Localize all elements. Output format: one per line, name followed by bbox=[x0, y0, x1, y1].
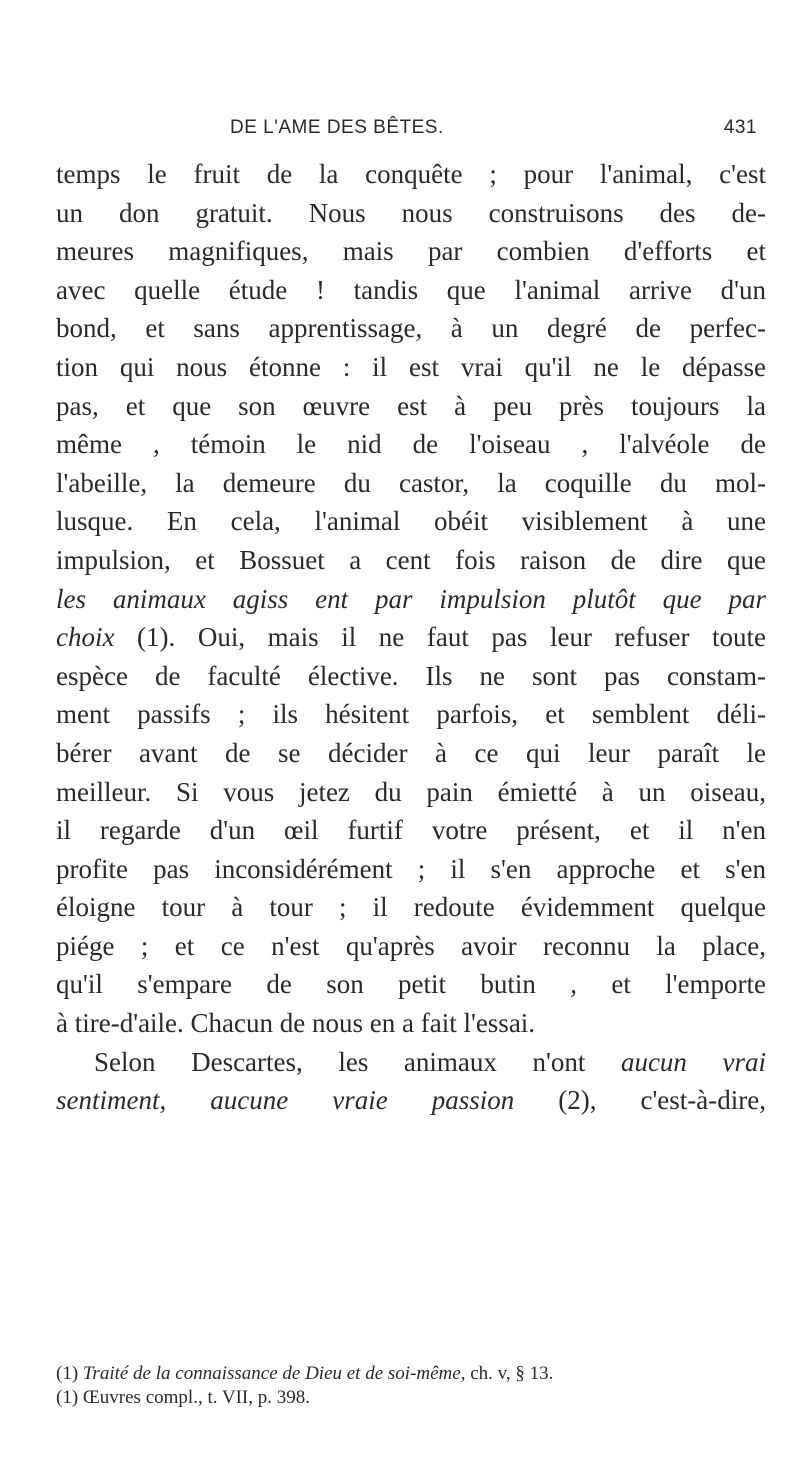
text-line-paragraph-end: à tire-d'aile. Chacun de nous en a fait l'essai. bbox=[56, 1008, 536, 1039]
text-run: (1). Oui, mais il ne faut pas leur refuser toute bbox=[114, 622, 766, 653]
text-line-italic-quote bbox=[56, 580, 766, 619]
text-line: ment passifs ; ils hésitent parfois, et semblent déli- bbox=[56, 699, 766, 730]
quote-italic: les animaux agiss ent par impulsion plutôt que par bbox=[56, 583, 766, 614]
text-line: l'abeille, la demeure du castor, la coquille du mol- bbox=[56, 467, 766, 498]
text-line: profite pas inconsidérément ; il s'en approche et s'en bbox=[56, 853, 766, 884]
footnotes bbox=[56, 1362, 766, 1410]
text-line: pas, et que son œuvre est à peu près toujours la bbox=[56, 390, 766, 421]
text-line: piége ; et ce n'est qu'après avoir reconnu la place, bbox=[56, 930, 766, 961]
text-line: impulsion, et Bossuet a cent fois raison de dire que bbox=[56, 544, 766, 575]
emphasis-italic: aucun vrai bbox=[620, 1046, 766, 1077]
text-line: meures magnifiques, mais par combien d'efforts et bbox=[56, 236, 766, 267]
text-run: Selon Descartes, les animaux n'ont bbox=[94, 1046, 621, 1077]
text-line bbox=[56, 1081, 766, 1120]
footnote-title-italic: Traité de la connaissance de Dieu et de soi-même bbox=[82, 1363, 461, 1384]
text-line: lusque. En cela, l'animal obéit visiblement à une bbox=[56, 506, 766, 537]
text-line: espèce de faculté élective. Ils ne sont pas constam- bbox=[56, 660, 766, 691]
footnote-mark: (1) bbox=[56, 1363, 83, 1384]
footnote-2: (1) Œuvres compl., t. VII, p. 398. bbox=[56, 1387, 311, 1408]
text-run: , bbox=[159, 1085, 211, 1116]
text-line: avec quelle étude ! tandis que l'animal arrive d'un bbox=[56, 274, 766, 305]
text-line: même , témoin le nid de l'oiseau , l'alvéole de bbox=[56, 429, 766, 460]
page-number: 431 bbox=[723, 117, 757, 138]
text-line: temps le fruit de la conquête ; pour l'animal, c'est bbox=[56, 159, 766, 189]
running-head bbox=[230, 117, 760, 147]
text-line: bond, et sans apprentissage, à un degré de perfec- bbox=[56, 313, 766, 344]
quote-italic-end: choix bbox=[56, 622, 115, 653]
emphasis-italic: aucune vraie passion bbox=[210, 1085, 515, 1116]
text-run: (2), c'est-à-dire, bbox=[514, 1085, 766, 1116]
text-line: bérer avant de se décider à ce qui leur paraît le bbox=[56, 737, 766, 768]
text-line: tion qui nous étonne : il est vrai qu'il ne le dépasse bbox=[56, 351, 766, 382]
text-line: meilleur. Si vous jetez du pain émietté à un oiseau, bbox=[56, 776, 766, 807]
text-line bbox=[56, 618, 766, 657]
text-line-paragraph-start bbox=[56, 1043, 766, 1082]
text-line: qu'il s'empare de son petit butin , et l'emporte bbox=[56, 969, 766, 1000]
body-text bbox=[56, 155, 766, 1120]
emphasis-italic: sentiment bbox=[56, 1085, 160, 1116]
footnote-ref: , ch. v, § 13. bbox=[460, 1363, 554, 1384]
footnote-1 bbox=[56, 1362, 766, 1386]
text-line: un don gratuit. Nous nous construisons des de- bbox=[56, 197, 766, 228]
running-title: DE L'AME DES BÊTES. bbox=[230, 117, 444, 138]
text-line: il regarde d'un œil furtif votre présent, et il n'en bbox=[56, 815, 766, 846]
text-line: éloigne tour à tour ; il redoute évidemment quelque bbox=[56, 892, 766, 923]
